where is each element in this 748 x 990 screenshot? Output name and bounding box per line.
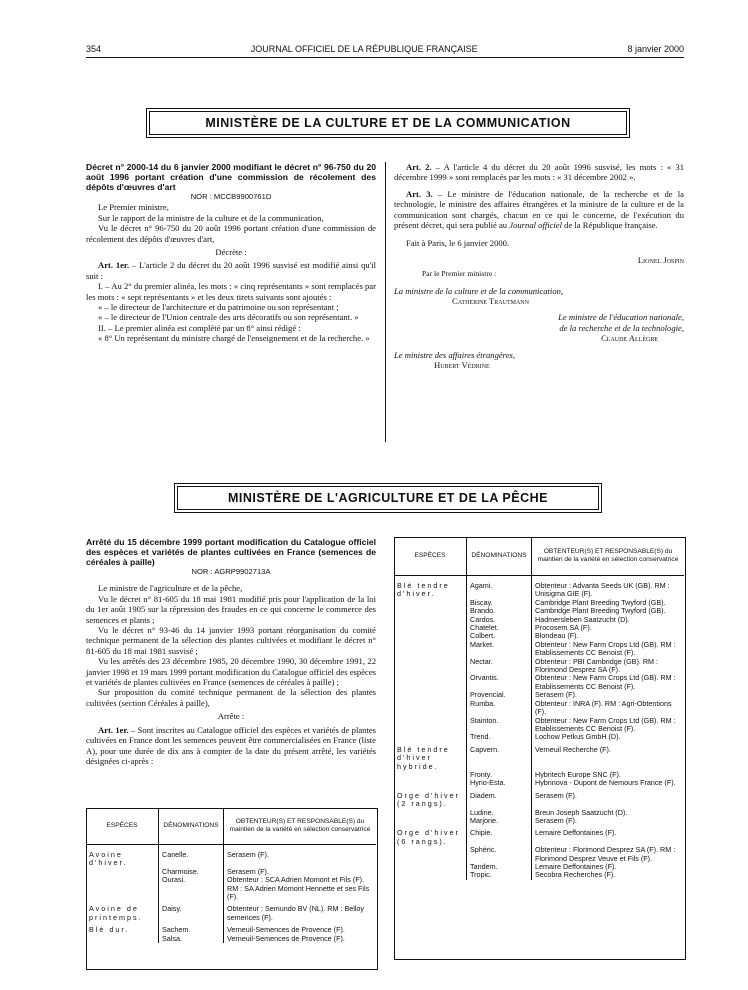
cell-obtenteur: Cambridge Plant Breeding Twyford (GB).	[535, 597, 666, 607]
cell-obtenteur: Obtenteur : Advanta Seeds UK (GB). RM : Unisigma GIE (F).	[535, 581, 670, 599]
table-row	[86, 905, 376, 926]
cell-obtenteur: Obtenteur : New Farm Crops Ltd (GB). RM : Etablissements CC Benoist (F).	[535, 639, 676, 658]
cell-denomination: Marjorie.	[467, 817, 532, 829]
cell-obtenteur: Obtenteur : New Farm Crops Ltd (GB). RM : Etablissements CC Benoist (F).	[535, 715, 676, 733]
arrete-p1: Le ministre de l'agriculture et de la pêche,	[98, 583, 243, 594]
decret-dash1: « – le directeur de l'architecture et du patrimoine ou son représentant ;	[98, 302, 339, 313]
art1-text: – L'article 2 du décret du 20 août 1996 susvisé est modifié ainsi qu'il suit :	[86, 260, 376, 281]
header-obtenteurs: OBTENTEUR(S) ET RESPONSABLE(S) du maintien de la variété en sélection conservatrice	[532, 537, 685, 576]
page-header	[86, 44, 684, 54]
header-especes: ESPÈCES	[86, 808, 159, 845]
cell-denomination: Nectar.	[467, 658, 532, 675]
ministry-agriculture-box	[174, 483, 602, 513]
cell-espece	[394, 641, 467, 658]
decret-art3	[394, 189, 684, 231]
cell-denomination	[159, 885, 224, 906]
header-denominations: DÉNOMINATIONS	[467, 537, 532, 576]
cell-denomination: Tropic.	[467, 871, 532, 879]
cell-obtenteur: Lochow Petkus GmbH (D).	[535, 732, 621, 742]
cell-obtenteur: Verneuil-Semences de Provence (F).	[227, 933, 345, 943]
cell-denomination: Brando.	[467, 607, 532, 615]
cell-espece	[394, 809, 467, 817]
signer-allegre: Claude Allègre	[601, 333, 658, 344]
arrete-p4: Vu les arrêtés des 23 décembre 1985, 20 décembre 1990, 30 décembre 1991, 22 janvier 1998 et 19 mars 1999 portant modification du Catalogue officiel des espèces et variétés de plantes cultivées en France (semences de céréales à paille) ;	[86, 656, 376, 688]
header-denominations: DÉNOMINATIONS	[159, 808, 224, 845]
cell-espece	[394, 624, 467, 632]
cell-obtenteur: Obtenteur : Florimond Desprez SA (F). RM : Florimond Desprez Veuve et Fils (F).	[535, 845, 676, 863]
table-row	[394, 700, 684, 717]
ministry-agriculture-title: MINISTÈRE DE L'AGRICULTURE ET DE LA PÊCHE	[177, 486, 599, 510]
cell-denomination: Agami.	[467, 576, 532, 599]
arrete-art1	[86, 725, 376, 767]
role-culture: La ministre de la culture et de la communication,	[394, 285, 564, 296]
arrete-art1-label: Art. 1er.	[98, 724, 129, 735]
cell-denomination: Fronty.	[467, 771, 532, 779]
table-row	[394, 846, 684, 863]
cell-espece	[86, 885, 159, 906]
arrete-arrete: Arrête :	[217, 711, 245, 722]
cell-denomination: Market.	[467, 641, 532, 658]
arrete-title: Arrêté du 15 décembre 1999 portant modification du Catalogue officiel des espèces et variétés de plantes cultivées en France (semences de céréales à paille)	[86, 537, 376, 567]
cell-espece: Avoine d'hiver.	[86, 845, 159, 868]
cell-denomination: Stainton.	[467, 717, 532, 734]
cell-espece	[394, 779, 467, 791]
cell-denomination: Rumba.	[467, 700, 532, 717]
table-row	[394, 641, 684, 658]
cell-denomination: Orvantis.	[467, 674, 532, 691]
arrete-art1-text: – Sont inscrites au Catalogue officiel des espèces et variétés de plantes cultivées en France dont les semences peuvent être commercialisées en France (liste A), pour une durée de dix ans à compter de la date du présent arrêté, les variétés désignées ci-après :	[86, 724, 376, 766]
decret-i1: I. – Au 2° du premier alinéa, les mots : « cinq représentants » sont remplacés par les mots : « sept représentants » et les deux tirets suivants sont ajoutés :	[86, 281, 376, 302]
table-row	[394, 674, 684, 691]
cell-obtenteur: Serasem (F).	[535, 790, 577, 800]
cell-espece	[394, 658, 467, 675]
decret-fait: Fait à Paris, le 6 janvier 2000.	[406, 238, 510, 249]
header-obtenteurs: OBTENTEUR(S) ET RESPONSABLE(S) du maintien de la variété en sélection conservatrice	[224, 808, 377, 845]
cell-obtenteur: RM : SA Adrien Momont Hennette et ses Fils (F).	[227, 883, 370, 902]
varieties-table-left	[86, 808, 376, 943]
cell-denomination: Trend.	[467, 733, 532, 745]
cell-obtenteur: Obtenteur : New Farm Crops Ltd (GB). RM : Etablissements CC Benoist (F).	[535, 673, 676, 691]
table-row	[394, 871, 684, 879]
decret-decrete: Décrète :	[215, 247, 247, 258]
table-row	[394, 792, 684, 809]
cell-espece	[394, 846, 467, 863]
cell-obtenteur: Verneuil Recherche (F).	[535, 744, 611, 754]
cell-denomination: Hyno-Esta.	[467, 779, 532, 791]
cell-obtenteur: Serasem (F).	[227, 866, 269, 876]
art2-label: Art. 2.	[406, 162, 432, 172]
cell-espece	[394, 607, 467, 615]
role-education-a: Le ministre de l'éducation nationale,	[558, 312, 684, 323]
table-row	[394, 658, 684, 675]
cell-espece	[394, 691, 467, 699]
cell-obtenteur: Obtenteur : SCA Adrien Momont et Fils (F).	[227, 875, 365, 885]
cell-obtenteur: Blondeau (F).	[535, 631, 579, 641]
cell-espece: Blé tendre d'hiver hybride.	[394, 746, 467, 771]
cell-obtenteur: Obtenteur : Semundo BV (NL). RM : Belloy semences (F).	[227, 904, 365, 922]
cell-espece	[394, 863, 467, 871]
cell-obtenteur: Serasem (F).	[227, 850, 269, 859]
cell-espece	[394, 771, 467, 779]
table-row	[394, 779, 684, 791]
signer-jospin: Lionel Jospin	[637, 254, 684, 265]
cell-espece	[394, 674, 467, 691]
cell-obtenteur: Hybrinova - Dupont de Nemours France (F).	[535, 778, 676, 788]
cell-denomination: Capvern.	[467, 746, 532, 771]
decret-ii2: « 8° Un représentant du ministre chargé de l'enseignement et de la recherche. »	[98, 333, 370, 344]
cell-obtenteur: Serasem (F).	[535, 690, 577, 700]
cell-denomination: Daisy.	[159, 905, 224, 926]
decret-right-column	[394, 162, 684, 371]
cell-espece	[394, 632, 467, 640]
signer-vedrine: Hubert Védrine	[434, 360, 490, 371]
cell-denomination: Ourasi.	[159, 876, 224, 884]
cell-espece	[394, 717, 467, 734]
cell-espece: Orge d'hiver (6 rangs).	[394, 829, 467, 846]
art3-text-a: – Le ministre de l'éducation nationale, de la recherche et de la technologie, le ministre des affaires étrangères et la ministre de la culture et de la communication sont chargés, chacun en ce qui le concerne, de l'exécution du présent décret, qui sera publié au	[394, 188, 685, 231]
issue-date: 8 janvier 2000	[627, 44, 684, 54]
cell-espece	[86, 868, 159, 876]
journal-title: JOURNAL OFFICIEL DE LA RÉPUBLIQUE FRANÇAISE	[250, 44, 478, 54]
cell-obtenteur: Procosem SA (F).	[535, 623, 592, 633]
decret-art2	[394, 162, 684, 183]
cell-espece	[394, 599, 467, 607]
varieties-table-right	[394, 537, 684, 880]
decret-p2: Sur le rapport de la ministre de la culture et de la communication,	[98, 212, 324, 223]
cell-denomination: Sphéric.	[467, 846, 532, 863]
header-rule	[86, 57, 684, 58]
decret-nor: NOR : MCCB9900761D	[190, 192, 272, 201]
cell-obtenteur: Obtenteur : INRA (F). RM : Agri-Obtentions (F).	[535, 698, 672, 717]
ministry-culture-box	[146, 108, 630, 138]
cell-denomination: Colbert.	[467, 632, 532, 640]
cell-obtenteur: Lemaire Deffontaines (F).	[535, 862, 617, 871]
cell-espece: Avoine de printemps.	[86, 905, 159, 926]
decret-p3: Vu le décret n° 96-750 du 20 août 1996 portant création d'une commission de récolement des dépôts d'œuvres d'art,	[86, 223, 376, 244]
table-row	[394, 717, 684, 734]
cell-denomination: Chipie.	[467, 829, 532, 846]
header-especes: ESPÈCES	[394, 537, 467, 576]
cell-denomination: Diadem.	[467, 792, 532, 809]
table-row	[394, 576, 684, 599]
cell-denomination: Tandem.	[467, 863, 532, 871]
decret-title: Décret n° 2000-14 du 6 janvier 2000 modifiant le décret n° 96-750 du 20 août 1996 portant création d'une commission de récolement des dépôts d'œuvres d'art	[86, 162, 376, 192]
cell-espece	[394, 871, 467, 879]
cell-obtenteur: Serasem (F).	[535, 815, 577, 825]
table-header-row	[394, 537, 684, 576]
table-header-row	[86, 808, 376, 845]
decret-art1	[86, 260, 376, 281]
cell-espece	[394, 700, 467, 717]
page-number: 354	[86, 44, 102, 54]
arrete-p2: Vu le décret n° 81-605 du 18 mai 1981 modifié pris pour l'application de la loi du 1er août 1905 sur la répression des fraudes en ce qui concerne le commerce des semences et plants ;	[86, 593, 376, 625]
decret-ii: II. – Le premier alinéa est complété par un 8° ainsi rédigé :	[98, 322, 301, 333]
ministry-culture-title: MINISTÈRE DE LA CULTURE ET DE LA COMMUNICATION	[149, 111, 627, 135]
cell-denomination: Charmoise.	[159, 868, 224, 876]
cell-obtenteur: Verneuil-Semences de Provence (F).	[227, 925, 345, 935]
art3-journal: Journal officiel	[509, 220, 563, 231]
cell-denomination: Provencial.	[467, 691, 532, 699]
art3-label: Art. 3.	[406, 188, 433, 199]
cell-espece	[394, 616, 467, 624]
cell-obtenteur: Hybritech Europe SNC (F).	[535, 769, 621, 779]
cell-denomination: Ludine.	[467, 809, 532, 817]
cell-espece: Blé tendre d'hiver.	[394, 576, 467, 599]
decret-left-column	[86, 162, 376, 344]
cell-denomination: Chatelet.	[467, 624, 532, 632]
decret-dash2: « – le directeur de l'Union centrale des arts décoratifs ou son représentant. »	[98, 312, 359, 323]
cell-espece: Blé dur.	[86, 926, 159, 934]
table-row	[86, 845, 376, 868]
arrete-p3: Vu le décret n° 93-46 du 14 janvier 1993 portant réorganisation du comité technique permanent de la sélection des plantes cultivées et modifiant le décret n° 81-605 du 18 mai 1981 susvisé ;	[86, 625, 376, 656]
art3-text-b: de la République française.	[562, 220, 658, 231]
cell-espece	[86, 935, 159, 943]
cell-obtenteur: Secobra Recherches (F).	[535, 870, 616, 880]
table-row	[86, 935, 376, 943]
cell-denomination: Biscay.	[467, 599, 532, 607]
cell-obtenteur: Cambridge Plant Breeding Twyford (GB).	[535, 606, 666, 616]
cell-denomination: Cardos.	[467, 616, 532, 624]
arrete-left-column	[86, 537, 376, 766]
role-affaires-etrangeres: Le ministre des affaires étrangères,	[394, 349, 516, 360]
cell-espece	[394, 733, 467, 745]
art2-text: – A l'article 4 du décret du 20 août 1996 susvisé, les mots : « 31 décembre 1999 » sont remplacés par les mots : « 31 décembre 2002 ».	[394, 162, 684, 183]
cell-espece: Orge d'hiver (2 rangs).	[394, 792, 467, 809]
table-row	[394, 746, 684, 771]
cell-denomination: Canelle.	[159, 845, 224, 868]
signer-trautmann: Catherine Trautmann	[452, 296, 529, 307]
art1-label: Art. 1er.	[98, 260, 130, 271]
cell-obtenteur: Breun Joseph Saatzucht (D).	[535, 807, 628, 817]
cell-obtenteur: Hadmersleben Saatzucht (D).	[535, 614, 630, 624]
decret-p1: Le Premier ministre,	[98, 202, 169, 213]
table-row	[394, 829, 684, 846]
cell-obtenteur: Obtenteur : PBI Cambridge (GB). RM : Florimond Desprez SA (F).	[535, 656, 659, 675]
table-row	[394, 733, 684, 745]
column-separator	[385, 162, 386, 442]
table-row	[86, 885, 376, 906]
arrete-nor: NOR : AGRP9902713A	[191, 567, 271, 576]
cell-obtenteur: Lemaire Deffontaines (F).	[535, 828, 617, 838]
par-premier-ministre: Par le Premier ministre :	[422, 269, 497, 279]
cell-espece	[86, 876, 159, 884]
cell-denomination: Salsa.	[159, 935, 224, 943]
arrete-p5: Sur proposition du comité technique permanent de la sélection des plantes cultivées (section Céréales à paille),	[86, 687, 376, 708]
role-education-b: de la recherche et de la technologie,	[559, 322, 684, 333]
cell-denomination: Sachem.	[159, 926, 224, 934]
